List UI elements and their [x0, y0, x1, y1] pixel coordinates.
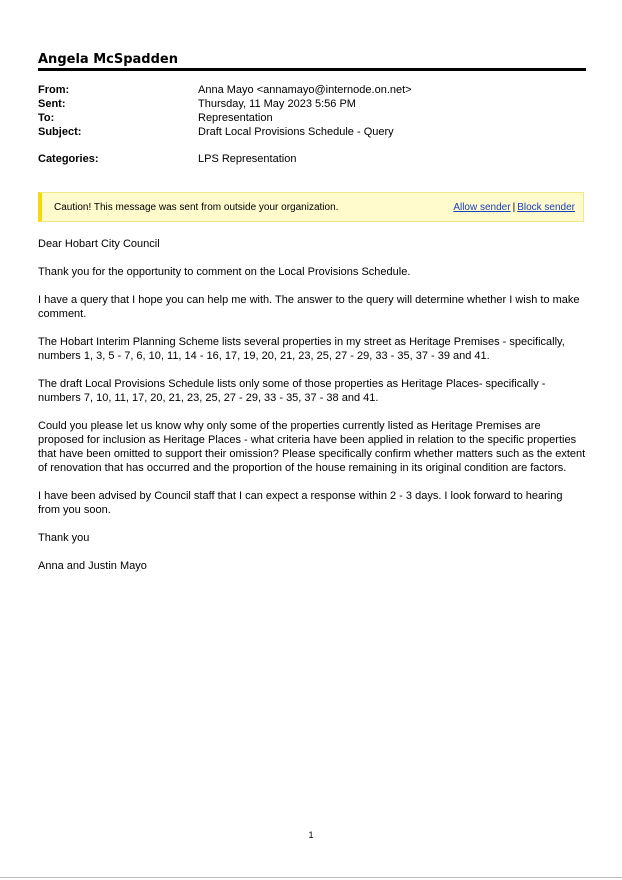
header-divider: [38, 68, 586, 71]
categories-label: Categories:: [38, 153, 99, 165]
greeting: Dear Hobart City Council: [38, 238, 160, 250]
sent-value: Thursday, 11 May 2023 5:56 PM: [198, 98, 356, 110]
from-label: From:: [38, 84, 70, 96]
recipient-name: Angela McSpadden: [38, 52, 178, 67]
body-paragraph-2: I have a query that I hope you can help me with. The answer to the query will determine whether I wish to make comment.: [38, 294, 580, 320]
body-paragraph-5: Could you please let us know why only some of the properties currently listed as Heritage Premises are proposed for inclusion as Heritage Places - what criteria have been applied in relation to the specific properties that have been omitted to support their omission? Please specifically confirm whether matters such as the extent of renovation that has occurred and the proportion of the house remaining in its original condition are factors.: [38, 420, 586, 474]
subject-value: Draft Local Provisions Schedule - Query: [198, 126, 394, 138]
allow-sender-link[interactable]: Allow sender: [453, 202, 511, 213]
signature: Anna and Justin Mayo: [38, 560, 147, 572]
external-sender-caution-banner: [38, 192, 584, 222]
to-value: Representation: [198, 112, 273, 124]
body-paragraph-3: The Hobart Interim Planning Scheme lists several properties in my street as Heritage Premises - specifically, numbers 1, 3, 5 - 7, 6, 10, 11, 14 - 16, 17, 19, 20, 21, 23, 25, 27 - 29, 33 - 35, 37 - 39 and 41.: [38, 336, 565, 362]
subject-label: Subject:: [38, 126, 82, 138]
body-paragraph-4: The draft Local Provisions Schedule lists only some of those properties as Heritage Places- specifically - numbers 7, 10, 11, 17, 20, 21, 23, 25, 27 - 29, 33 - 35, 37 - 38 and 41.: [38, 378, 546, 404]
page-number: 1: [308, 830, 314, 840]
caution-message: Caution! This message was sent from outside your organization.: [54, 202, 339, 213]
caution-actions: [453, 202, 575, 213]
from-value: Anna Mayo <annamayo@internode.on.net>: [198, 84, 412, 96]
closing: Thank you: [38, 532, 90, 544]
body-paragraph-1: Thank you for the opportunity to comment on the Local Provisions Schedule.: [38, 266, 411, 278]
email-body: [38, 237, 586, 587]
to-label: To:: [38, 112, 55, 124]
sent-label: Sent:: [38, 98, 66, 110]
caution-separator: |: [512, 202, 516, 213]
categories-value: LPS Representation: [198, 153, 297, 165]
block-sender-link[interactable]: Block sender: [517, 202, 575, 213]
body-paragraph-6: I have been advised by Council staff that I can expect a response within 2 - 3 days. I look forward to hearing from you soon.: [38, 490, 563, 516]
page-bottom-edge: [0, 877, 622, 878]
